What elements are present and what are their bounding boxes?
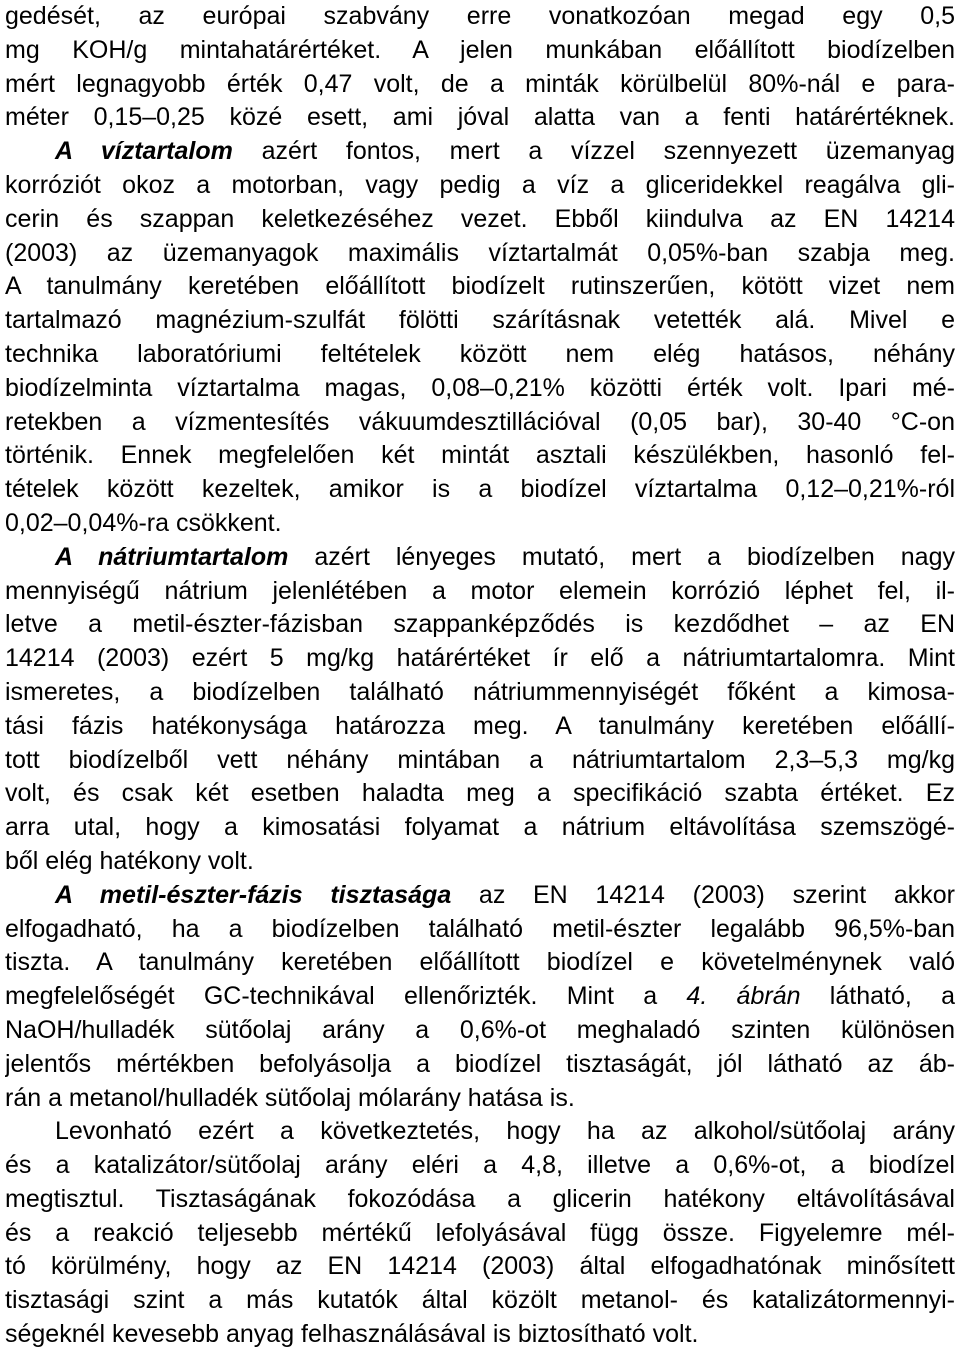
text-span: ségeknél kevesebb anyag felhasználásával is biztosítható volt. [5,1320,699,1349]
text-span: látható, a [800,982,955,1011]
text-line [5,101,955,135]
text-line [5,406,955,440]
text-span: retekben a vízmentesítés vákuumdesztillációval (0,05 bar), 30-40 °C-on [5,407,955,436]
text-line [5,541,955,575]
emphasis-span: 4. ábrán [686,982,801,1011]
text-line [5,744,955,778]
text-span: megfelelőségét GC-technikával ellenőrizték. Mint a [5,982,687,1011]
text-line [5,1183,955,1217]
text-span [5,543,55,571]
text-span: arra utal, hogy a kimosatási folyamat a nátrium eltávolítása szemszögé- [5,813,955,842]
text-span: ből elég hatékony volt. [5,846,254,875]
text-span: biodízelminta víztartalma magas, 0,08–0,21% közötti érték volt. Ipari mé- [5,373,955,402]
text-line [5,237,955,271]
text-span: (2003) az üzemanyagok maximális víztartalmát 0,05%-ban szabja meg. [5,238,955,267]
text-span: mért legnagyobb érték 0,47 volt, de a minták körülbelül 80%-nál e para- [5,69,955,98]
text-line [5,270,955,304]
text-line [5,1318,955,1352]
text-span: tiszta. A tanulmány keretében előállított biodízel e követelménynek való [5,948,955,977]
text-line [5,710,955,744]
text-span: elfogadható, ha a biodízelben található metil-észter legalább 96,5%-ban [5,914,955,943]
text-line [5,811,955,845]
text-span: mg KOH/g mintahatárértéket. A jelen munkában előállított biodízelben [5,35,955,64]
text-span: azért fontos, mert a vízzel szennyezett üzemanyag [232,137,955,166]
text-line [5,575,955,609]
text-span: Levonható ezért a következtetés, hogy ha az alkohol/sütőolaj arány [5,1117,955,1146]
text-span: tételek között kezeltek, amikor is a biodízel víztartalma 0,12–0,21%-ról [5,475,955,504]
text-line [5,1250,955,1284]
text-span: tott biodízelből vett néhány mintában a nátriumtartalom 2,3–5,3 mg/kg [5,745,955,774]
text-span: tási fázis hatékonysága határozza meg. A tanulmány keretében előállí- [5,711,955,740]
text-line [5,304,955,338]
text-line [5,676,955,710]
text-line [5,777,955,811]
paragraph [5,541,955,879]
text-span: technika laboratóriumi feltételek között nem elég hatásos, néhány [5,339,955,368]
text-span: 14214 (2003) ezért 5 mg/kg határértéket ír elő a nátriumtartalomra. Mint [5,644,955,673]
text-span [5,881,55,909]
text-span: történik. Ennek megfelelően két mintát asztali készülékben, hasonló fel- [5,441,955,470]
paragraph [5,879,955,1116]
text-line [5,642,955,676]
text-span: 0,02–0,04%-ra csökkent. [5,508,282,537]
text-span: mennyiségű nátrium jelenlétében a motor elemein korrózió léphet fel, il- [5,576,955,605]
paragraph [5,0,955,541]
text-span: az EN 14214 (2003) szerint akkor [451,880,955,909]
text-span: és a katalizátor/sütőolaj arány eléri a 4,8, illetve a 0,6%-ot, a biodízel [5,1151,955,1180]
text-span [5,137,55,165]
text-line [5,34,955,68]
text-line [5,845,955,879]
text-line [5,608,955,642]
text-line [5,1082,955,1116]
text-line [5,1014,955,1048]
text-line [5,946,955,980]
text-span: tartalmazó magnézium-szulfát fölötti szárításnak vetették alá. Mivel e [5,306,955,335]
text-span: jelentős mértékben befolyásolja a biodízel tisztaságát, jól látható az áb- [5,1049,955,1078]
text-line [5,0,955,34]
paragraph [5,1115,955,1352]
text-span: letve a metil-észter-fázisban szappanképződés is kezdődhet – az EN [5,610,955,639]
text-span: rán a metanol/hulladék sütőolaj mólarány hatása is. [5,1083,575,1112]
text-line [5,980,955,1014]
text-span: és a reakció teljesebb mértékű lefolyásával függ össze. Figyelemre mél- [5,1218,955,1247]
text-line [5,169,955,203]
text-line [5,68,955,102]
text-span: cerin és szappan keletkezéséhez vezet. Ebből kiindulva az EN 14214 [5,204,955,233]
text-span: méter 0,15–0,25 közé esett, ami jóval alatta van a fenti határértéknek. [5,103,955,132]
text-line [5,879,955,913]
text-line [5,135,955,169]
text-line [5,913,955,947]
text-line [5,338,955,372]
text-span: megtisztul. Tisztaságának fokozódása a glicerin hatékony eltávolításával [5,1184,955,1213]
text-span: A tanulmány keretében előállított biodízelt rutinszerűen, kötött vizet nem [5,272,955,301]
text-span: korróziót okoz a motorban, vagy pedig a víz a gliceridekkel reagálva gli- [5,170,955,199]
text-line [5,1115,955,1149]
text-line [5,1284,955,1318]
text-span: volt, és csak két esetben haladta meg a specifikáció szabta értéket. Ez [5,779,955,808]
text-line [5,203,955,237]
text-line [5,372,955,406]
text-line [5,507,955,541]
text-line [5,1217,955,1251]
text-line [5,1048,955,1082]
emphasis-span: A metil-észter-fázis tisztasága [55,880,452,909]
text-span: tó körülmény, hogy az EN 14214 (2003) által elfogadhatónak minősített [5,1252,955,1281]
text-line [5,473,955,507]
emphasis-span: A nátriumtartalom [55,542,289,571]
text-span: ismeretes, a biodízelben található nátriummennyiségét főként a kimosa- [5,677,955,706]
text-line [5,1149,955,1183]
emphasis-span: A víztartalom [55,137,233,166]
text-span: azért lényeges mutató, mert a biodízelben nagy [288,542,955,571]
text-span: gedését, az európai szabvány erre vonatkozóan megad egy 0,5 [5,2,955,30]
text-line [5,439,955,473]
text-span: tisztasági szint a más kutatók által közölt metanol- és katalizátormennyi- [5,1286,955,1315]
text-span: NaOH/hulladék sütőolaj arány a 0,6%-ot meghaladó szinten különösen [5,1015,955,1044]
